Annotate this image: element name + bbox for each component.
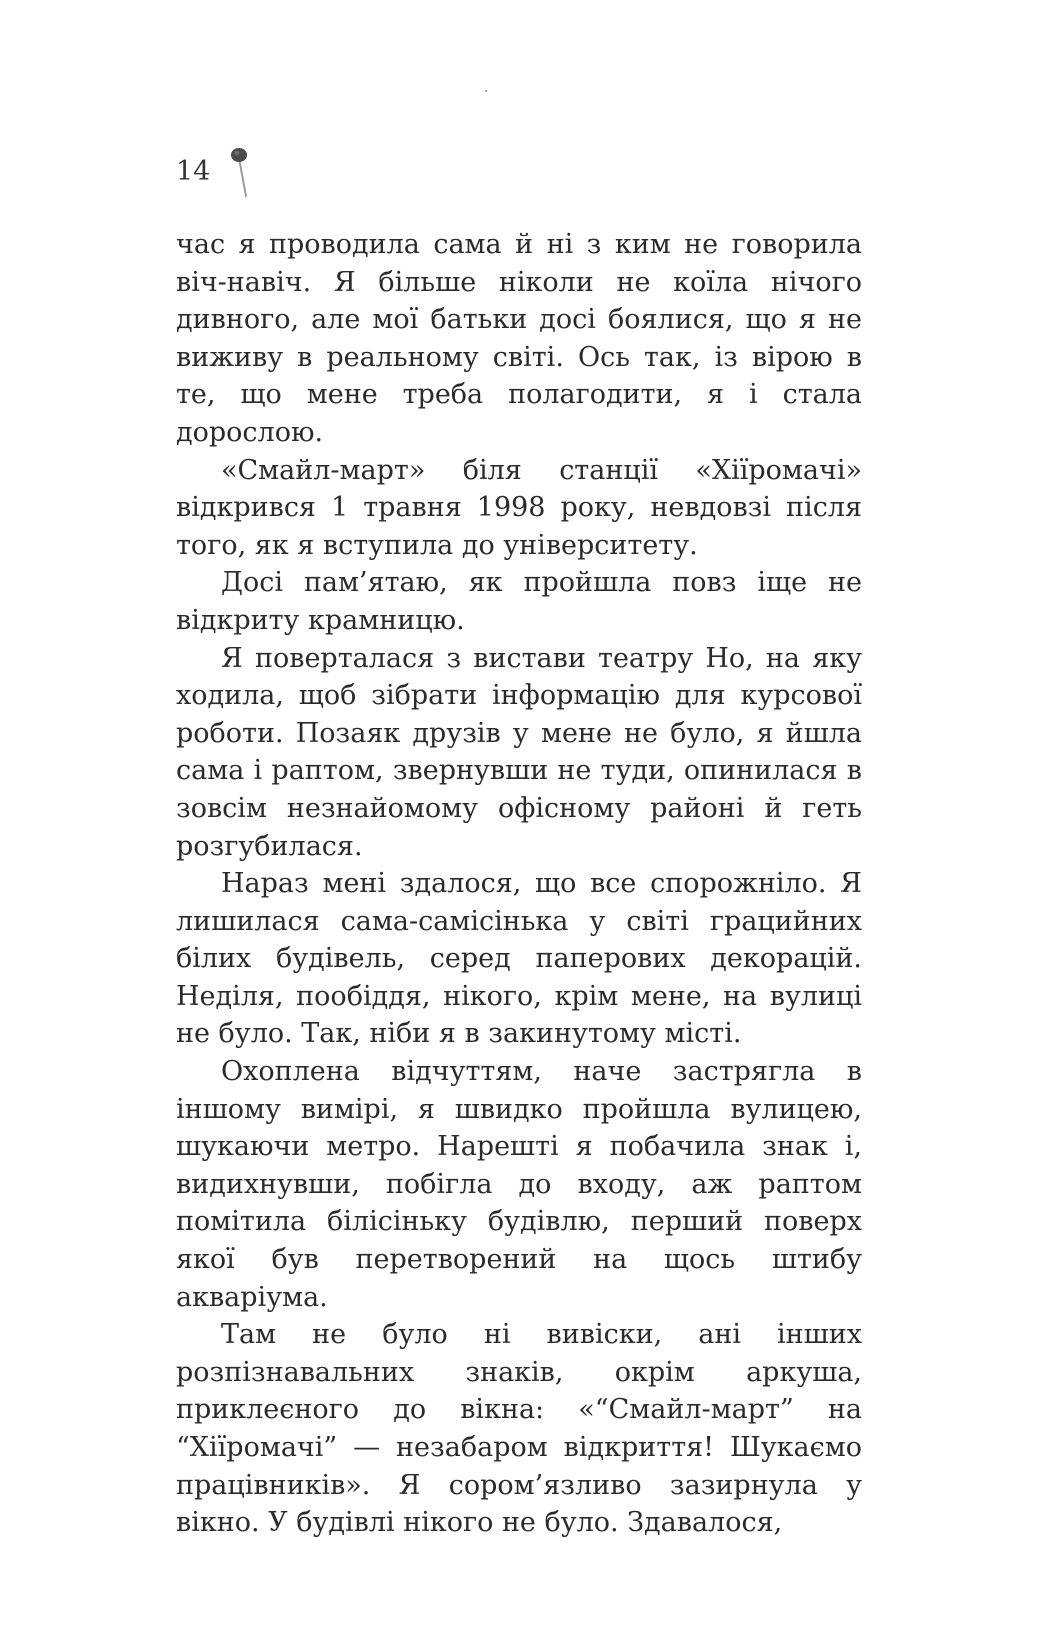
print-speck [485,90,487,92]
paragraph: час я проводила сама й ні з ким не говорила віч-навіч. Я більше ніколи не коїла нічого дивного, але мої батьки досі боялися, що я не виживу в реальному світі. Ось так, із вірою в те, що мене треба полагодити, я і стала дорослою. [176,229,862,448]
paragraph: Охоплена відчуттям, наче застрягла в іншому вимірі, я швидко пройшла вулицею, шукаючи метро. Нарешті я побачила знак і, видихнувши, побігла до входу, аж раптом помітила білісіньку будівлю, перший поверх якої був перетворений на щось штибу акваріума. [176,1056,862,1313]
paragraph: Там не було ні вивіски, ані інших розпізнавальних знаків, окрім аркуша, приклеєного до вікна: «“Смайл-март” на “Хіїромачі” — незабаром відкриття! Шукаємо працівників». Я сором’язливо зазирнула у вікно. У будівлі нікого не було. Здавалося, [176,1319,862,1539]
paragraph: Досі пам’ятаю, як пройшла повз іще не відкриту крамницю. [176,567,862,636]
page-header [176,146,256,202]
body-text [176,226,862,1542]
paragraph: Я поверталася з вистави театру Но, на яку ходила, щоб зібрати інформацію для курсової роботи. Позаяк друзів у мене не було, я йшла сама і раптом, звернувши не туди, опинилася в зовсім незнайомому офісному районі й геть розгубилася. [176,642,862,862]
paragraph: Нараз мені здалося, що все спорожніло. Я лишилася сама-самісінька у світі грацийних білих будівель, серед паперових декорацій. Неділя, пообіддя, нікого, крім мене, на вулиці не було. Так, ніби я в закинутому місті. [176,868,862,1050]
pushpin-icon [230,146,256,202]
page-number: 14 [176,156,211,187]
paragraph: «Смайл-март» біля станції «Хіїромачі» відкрився 1 травня 1998 року, невдовзі після того, як я вступила до університету. [176,454,862,561]
